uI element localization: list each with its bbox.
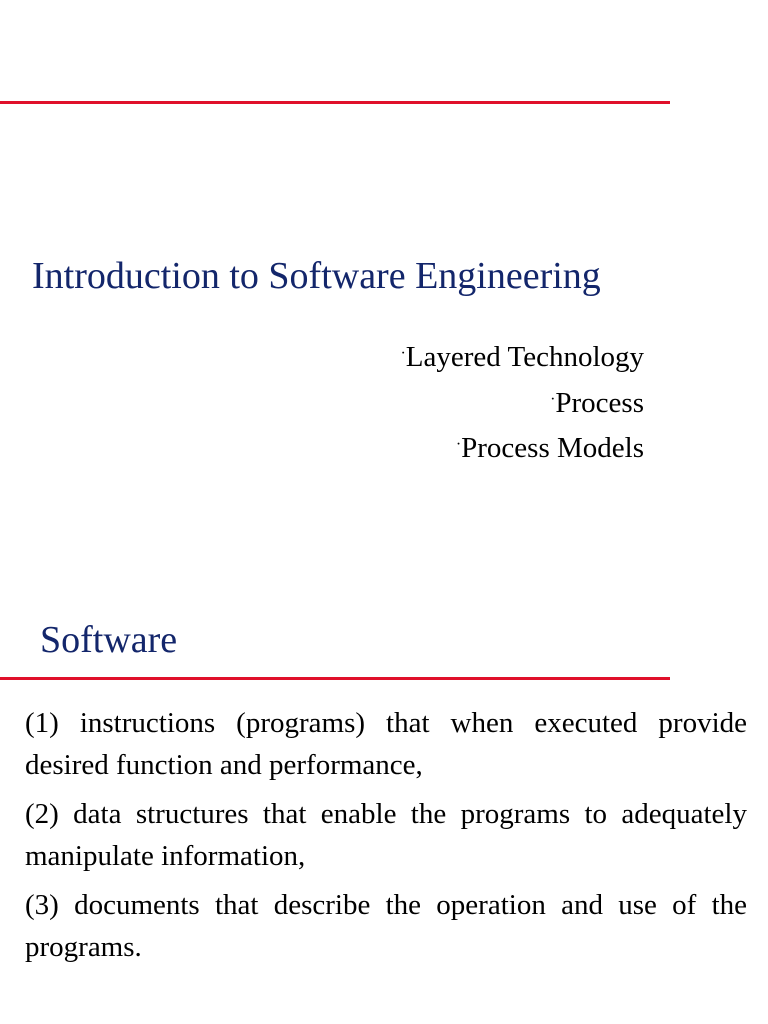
definition-list [25,703,747,976]
topic-item-process-models [400,424,644,470]
bullet-icon: · [400,345,406,362]
topic-label: Layered Technology [405,341,644,373]
definition-item: (1) instructions (programs) that when executed provide desired function and performance, [25,707,747,781]
topic-list [400,333,644,470]
topic-item-layered-technology [400,333,644,379]
topic-label: Process Models [461,432,644,464]
section-divider-rule [0,677,670,680]
definition-item: (3) documents that describe the operation and use of the programs. [25,889,747,963]
bullet-icon: · [455,436,462,453]
bullet-icon: · [550,390,556,408]
section-heading: Software [40,619,178,661]
topic-item-process [400,379,644,425]
topic-label: Process [555,386,644,419]
definition-item: (2) data structures that enable the programs to adequately manipulate information, [25,798,747,872]
slide-title: Introduction to Software Engineering [32,255,601,297]
top-divider-rule [0,101,670,104]
